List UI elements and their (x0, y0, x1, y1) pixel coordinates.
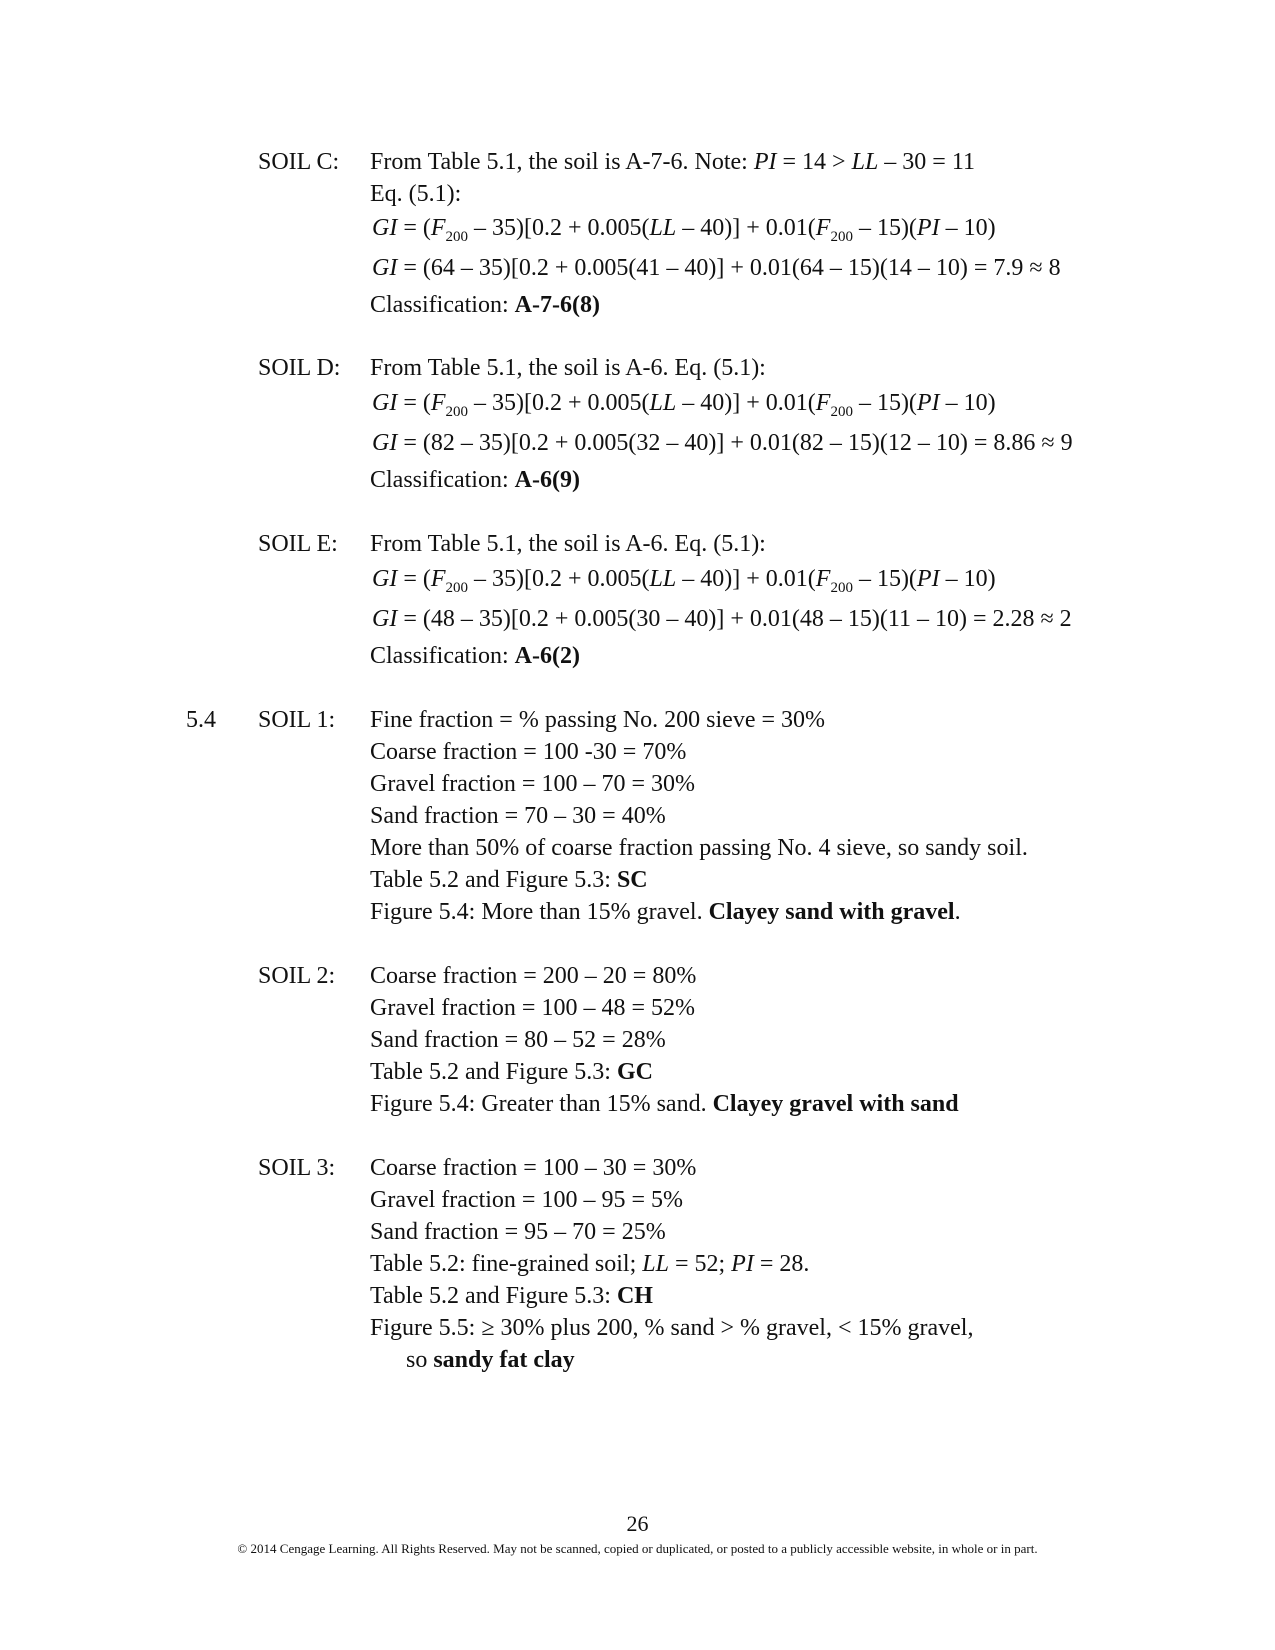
soil-1-line: More than 50% of coarse fraction passing No. 4 sieve, so sandy soil. (370, 835, 1028, 861)
page-number: 26 (626, 1511, 649, 1536)
soil-e-line1: From Table 5.1, the soil is A-6. Eq. (5.1): (370, 531, 766, 557)
soil-d-line1: From Table 5.1, the soil is A-6. Eq. (5.1): (370, 355, 766, 381)
soil-3-line: Coarse fraction = 100 – 30 = 30% (370, 1155, 697, 1181)
soil-3-line: Sand fraction = 95 – 70 = 25% (370, 1219, 666, 1245)
soil-e-classification: Classification: A-6(2) (370, 643, 580, 669)
soil-d-general-equation: GI = $(F_{200} - 35)[0.2 + 0.005(LL - 40)] + 0.01(F_{200} - 15)(PI - 10)$ (372, 390, 996, 420)
soil-3-figure-result: so sandy fat clay (406, 1347, 575, 1373)
soil-1-label: SOIL 1: (258, 707, 336, 733)
soil-d-classification: Classification: A-6(9) (370, 467, 580, 493)
soil-2-figure-result: Figure 5.4: Greater than 15% sand. Clayey gravel with sand (370, 1091, 959, 1117)
soil-3-table-result: Table 5.2 and Figure 5.3: CH (370, 1283, 653, 1309)
soil-1-line: Sand fraction = 70 – 30 = 40% (370, 803, 666, 829)
soil-1-table-result: Table 5.2 and Figure 5.3: SC (370, 867, 648, 893)
soil-1-line: Gravel fraction = 100 – 70 = 30% (370, 771, 695, 797)
soil-2-label: SOIL 2: (258, 963, 336, 989)
soil-c-label: SOIL C: (258, 149, 340, 175)
soil-d-label: SOIL D: (258, 355, 341, 381)
soil-c-numeric-equation: GI = (64 – 35)[0.2 + 0.005(41 – 40)] + 0.01(64 – 15)(14 – 10) = 7.9 ≈ 8 (372, 255, 1061, 281)
soil-2-line: Gravel fraction = 100 – 48 = 52% (370, 995, 695, 1021)
soil-c-line2: Eq. (5.1): (370, 181, 462, 207)
soil-1-line: Coarse fraction = 100 -30 = 70% (370, 739, 687, 765)
soil-3-label: SOIL 3: (258, 1155, 336, 1181)
soil-3-figure-line: Figure 5.5: ≥ 30% plus 200, % sand > % gravel, < 15% gravel, (370, 1315, 974, 1341)
copyright-footer: © 2014 Cengage Learning. All Rights Reserved. May not be scanned, copied or duplicated, or posted to a publicly accessible website, in whole or in part. (237, 1541, 1038, 1556)
soil-e-general-equation: GI = $(F_{200} - 35)[0.2 + 0.005(LL - 40)] + 0.01(F_{200} - 15)(PI - 10)$ (372, 566, 996, 596)
soil-2-line: Sand fraction = 80 – 52 = 28% (370, 1027, 666, 1053)
soil-e-numeric-equation: GI = (48 – 35)[0.2 + 0.005(30 – 40)] + 0.01(48 – 15)(11 – 10) = 2.28 ≈ 2 (372, 606, 1072, 632)
soil-d-numeric-equation: GI = (82 – 35)[0.2 + 0.005(32 – 40)] + 0.01(82 – 15)(12 – 10) = 8.86 ≈ 9 (372, 430, 1073, 456)
soil-2-table-result: Table 5.2 and Figure 5.3: GC (370, 1059, 653, 1085)
problem-number: 5.4 (186, 707, 216, 733)
soil-c-classification: Classification: A-7-6(8) (370, 292, 600, 318)
soil-c-line1: From Table 5.1, the soil is A-7-6. Note: PI = 14 > LL – 30 = 11 (370, 149, 975, 175)
soil-e-label: SOIL E: (258, 531, 338, 557)
soil-1-figure-result: Figure 5.4: More than 15% gravel. Clayey sand with gravel. (370, 899, 961, 925)
soil-2-line: Coarse fraction = 200 – 20 = 80% (370, 963, 697, 989)
soil-1-line: Fine fraction = % passing No. 200 sieve = 30% (370, 707, 825, 733)
soil-3-table52-line: Table 5.2: fine-grained soil; LL = 52; PI = 28. (370, 1251, 810, 1277)
soil-c-general-equation: GI = $(F_{200} - 35)[0.2 + 0.005(LL - 40)] + 0.01(F_{200} - 15)(PI - 10)$ (372, 215, 996, 245)
soil-3-line: Gravel fraction = 100 – 95 = 5% (370, 1187, 683, 1213)
